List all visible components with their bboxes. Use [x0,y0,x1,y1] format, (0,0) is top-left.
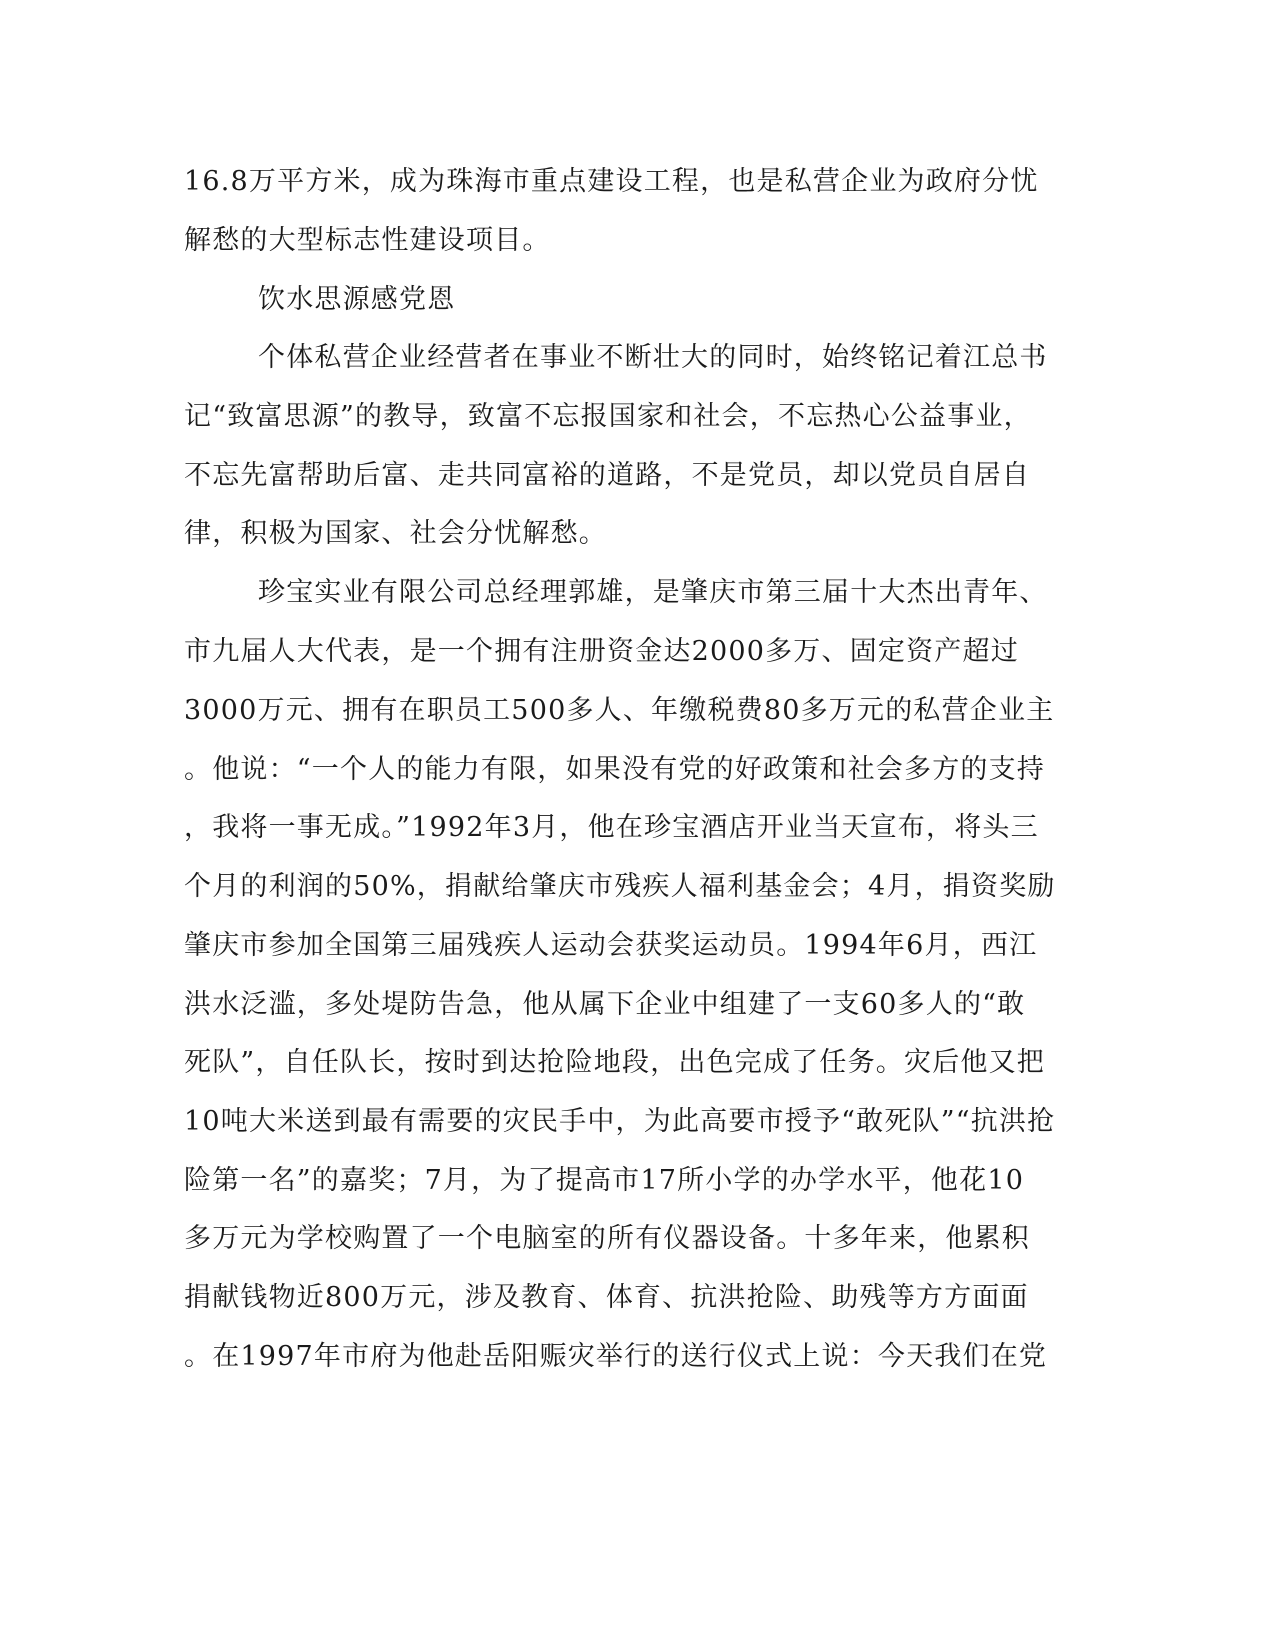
text-line: 捐献钱物近800万元，涉及教育、体育、抗洪抢险、助残等方方面面 [184,1282,1029,1313]
text-line: 律，积极为国家、社会分忧解愁。 [184,518,607,549]
text-line: 市九届人大代表，是一个拥有注册资金达2000多万、固定资产超过 [184,636,1019,667]
text-line: 记“致富思源”的教导，致富不忘报国家和社会，不忘热心公益事业， [184,401,1032,432]
text-line: 险第一名”的嘉奖；7月，为了提高市17所小学的办学水平，他花10 [184,1165,1025,1196]
text-line: 洪水泛滥，多处堤防告急，他从属下企业中组建了一支60多人的“敢 [184,989,1026,1020]
text-line: 不忘先富帮助后富、走共同富裕的道路，不是党员，却以党员自居自 [184,460,1030,491]
text-line: 3000万元、拥有在职员工500多人、年缴税费80多万元的私营企业主 [184,695,1055,726]
text-line: 多万元为学校购置了一个电脑室的所有仪器设备。十多年来，他累积 [184,1223,1030,1254]
text-line: 珍宝实业有限公司总经理郭雄，是肇庆市第三届十大杰出青年、 [258,577,1048,608]
text-line: ，我将一事无成。”1992年3月，他在珍宝酒店开业当天宣布，将头三 [184,812,1039,843]
text-line: 解愁的大型标志性建设项目。 [184,225,551,256]
text-line: 肇庆市参加全国第三届残疾人运动会获奖运动员。1994年6月，西江 [184,930,1038,961]
section-heading: 饮水思源感党恩 [258,284,456,315]
text-line: 16.8万平方米，成为珠海市重点建设工程，也是私营企业为政府分忧 [184,166,1039,197]
text-line: 个月的利润的50%，捐献给肇庆市残疾人福利基金会；4月，捐资奖励 [184,871,1056,902]
text-line: 。他说：“一个人的能力有限，如果没有党的好政策和社会多方的支持 [184,754,1046,785]
text-line: 。在1997年市府为他赴岳阳赈灾举行的送行仪式上说：今天我们在党 [184,1341,1048,1372]
text-line: 个体私营企业经营者在事业不断壮大的同时，始终铭记着江总书 [258,342,1048,373]
text-line: 10吨大米送到最有需要的灾民手中，为此高要市授予“敢死队”“抗洪抢 [184,1106,1056,1137]
text-line: 死队”，自任队长，按时到达抢险地段，出色完成了任务。灾后他又把 [184,1047,1046,1078]
